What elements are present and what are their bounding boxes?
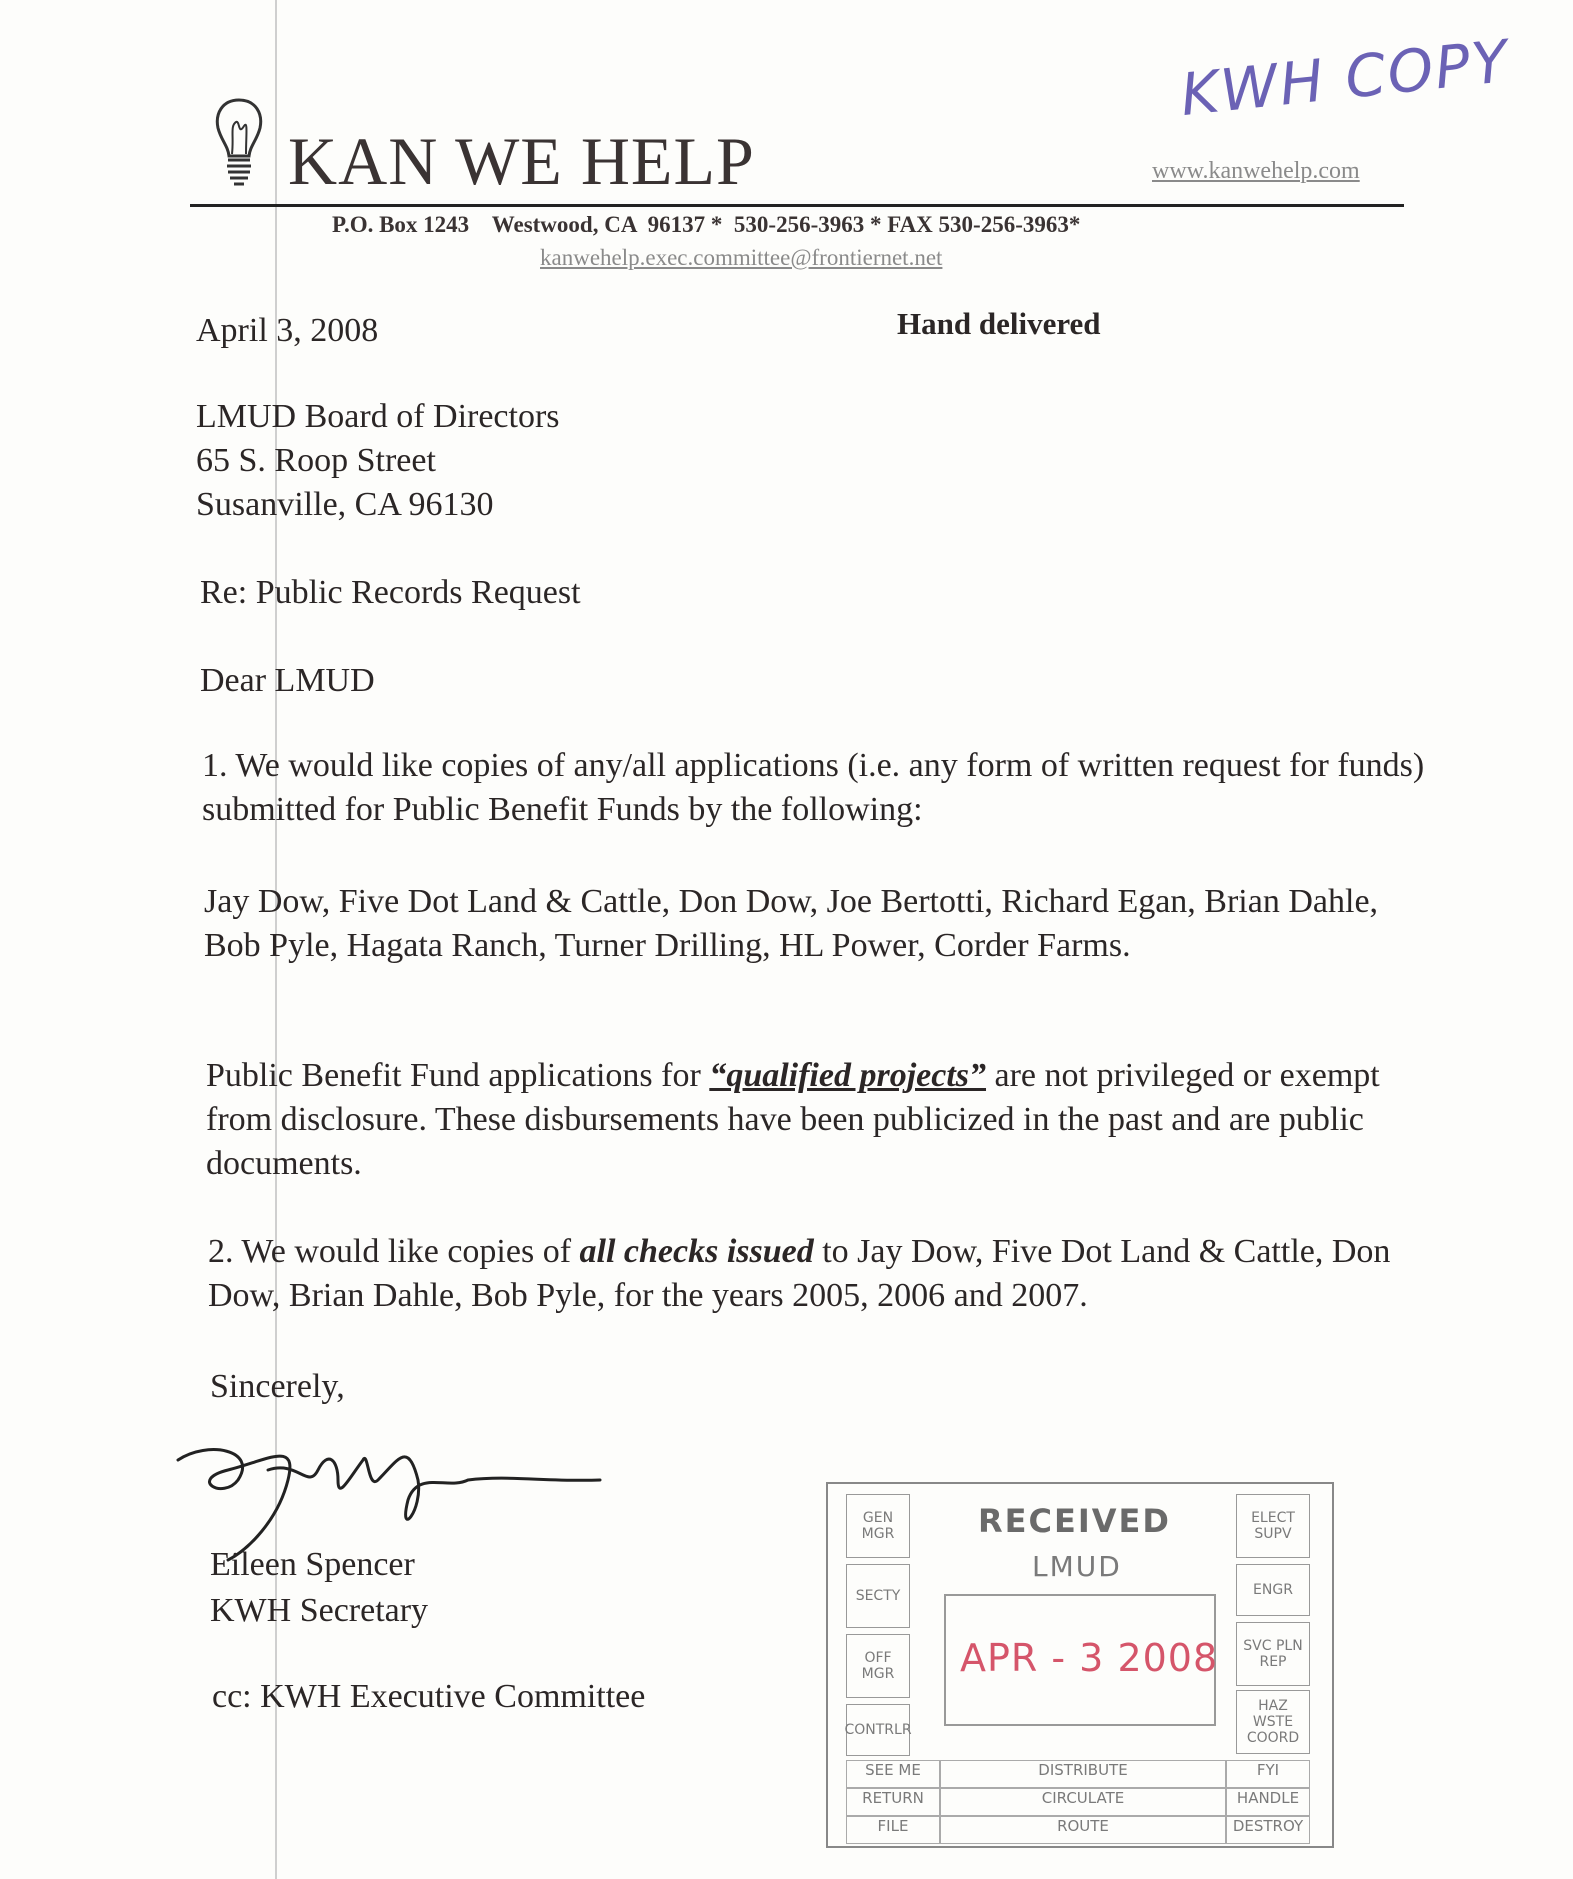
paragraph-3 <box>206 1054 1436 1186</box>
signer-title: KWH Secretary <box>210 1592 429 1629</box>
recipient-line-2: 65 S. Roop Street <box>196 442 436 479</box>
stamp-received-text: RECEIVED <box>978 1502 1171 1540</box>
stamp-org-text: LMUD <box>1032 1550 1122 1583</box>
website-link[interactable]: www.kanwehelp.com <box>1152 158 1360 184</box>
stamp-cell-engr: ENGR <box>1236 1564 1310 1616</box>
subject-line: Re: Public Records Request <box>200 574 581 611</box>
stamp-see-me: SEE ME <box>846 1760 940 1788</box>
paragraph-4-start: 2. We would like copies of <box>208 1233 580 1270</box>
recipient-line-1: LMUD Board of Directors <box>196 398 560 435</box>
stamp-distribute: DISTRIBUTE <box>940 1760 1226 1788</box>
paragraph-3-end: are not privileged or exempt from disclosure. These disbursements have been publicized in the past and are public documents. <box>206 1057 1380 1182</box>
stamp-handle: HANDLE <box>1226 1788 1310 1816</box>
lightbulb-logo-icon <box>212 96 266 192</box>
paragraph-1: 1. We would like copies of any/all applications (i.e. any form of written request for funds) submitted for Public Benefit Funds by the following: <box>202 747 1425 828</box>
letter-date: April 3, 2008 <box>196 312 379 349</box>
stamp-return: RETURN <box>846 1788 940 1816</box>
handwritten-note: KWH COPY <box>1177 26 1513 130</box>
paragraph-2: Jay Dow, Five Dot Land & Cattle, Don Dow, Joe Bertotti, Richard Egan, Brian Dahle, Bob Pyle, Hagata Ranch, Turner Drilling, HL Power, Corder Farms. <box>204 883 1379 964</box>
letterhead-rule <box>190 204 1404 207</box>
paragraph-4 <box>208 1230 1438 1318</box>
delivery-note: Hand delivered <box>897 306 1101 341</box>
signer-name: Eileen Spencer <box>210 1546 415 1583</box>
org-name: KAN WE HELP <box>288 123 755 199</box>
paragraph-3-start: Public Benefit Fund applications for <box>206 1057 710 1094</box>
cc-line: cc: KWH Executive Committee <box>212 1678 646 1715</box>
stamp-cell-elect-supv: ELECT SUPV <box>1236 1494 1310 1558</box>
stamp-cell-secty: SECTY <box>846 1564 910 1628</box>
all-checks-emphasis: all checks issued <box>579 1233 814 1270</box>
stamp-circulate: CIRCULATE <box>940 1788 1226 1816</box>
stamp-cell-gen-mgr: GEN MGR <box>846 1494 910 1558</box>
stamp-cell-haz-wste-coord: HAZ WSTE COORD <box>1236 1690 1310 1754</box>
stamp-date: APR - 3 2008 <box>960 1636 1219 1680</box>
received-stamp <box>826 1482 1334 1848</box>
stamp-fyi: FYI <box>1226 1760 1310 1788</box>
email-link[interactable]: kanwehelp.exec.committee@frontiernet.net <box>540 245 943 270</box>
stamp-cell-contrlr: CONTRLR <box>846 1704 910 1756</box>
qualified-projects-emphasis: “qualified projects” <box>709 1057 987 1094</box>
address-line: P.O. Box 1243 Westwood, CA 96137 * 530-256-3963 * FAX 530-256-3963* <box>332 212 1081 237</box>
paragraph-4-end: to Jay Dow, Five Dot Land & Cattle, Don Dow, Brian Dahle, Bob Pyle, for the years 2005, 2006 and 2007. <box>208 1233 1391 1314</box>
salutation: Dear LMUD <box>200 662 375 699</box>
closing: Sincerely, <box>210 1368 345 1405</box>
stamp-destroy: DESTROY <box>1226 1816 1310 1844</box>
recipient-line-3: Susanville, CA 96130 <box>196 486 494 523</box>
stamp-route: ROUTE <box>940 1816 1226 1844</box>
stamp-cell-off-mgr: OFF MGR <box>846 1634 910 1698</box>
stamp-date-box <box>944 1594 1219 1726</box>
stamp-file: FILE <box>846 1816 940 1844</box>
stamp-cell-svc-pln-rep: SVC PLN REP <box>1236 1622 1310 1686</box>
